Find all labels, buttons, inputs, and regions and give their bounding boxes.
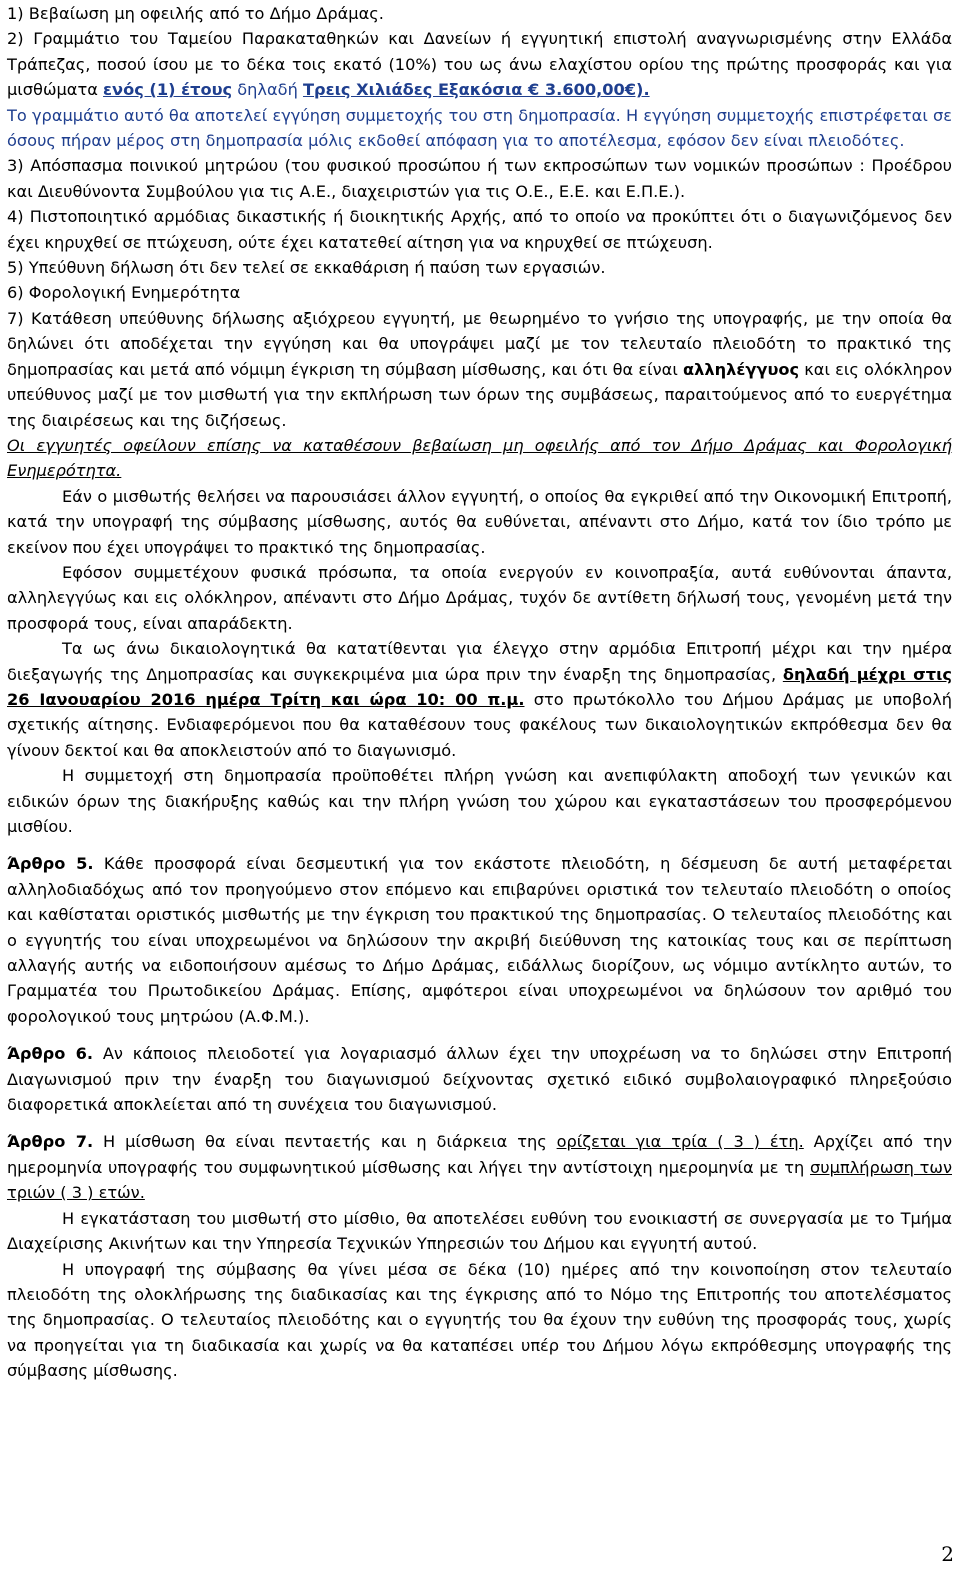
lease-end-underlined: συμπλήρωση των τριών ( 3 ) ετών. [7, 1157, 952, 1203]
duration-emphasis: ενός (1) έτους [103, 80, 233, 100]
article-7-heading: Άρθρο 7. [7, 1132, 94, 1152]
item-5: 5) Υπεύθυνη δήλωση ότι δεν τελεί σε εκκαθάριση ή παύση των εργασιών. [7, 258, 606, 278]
item-2-guarantee-note: Το γραμμάτιο αυτό θα αποτελεί εγγύηση συμμετοχής του στη δημοπρασία. Η εγγύηση συμμετοχής επιστρέφεται σε όσους πήραν μέρος στη δημοπρασία μόλις εκδοθεί απόφαση για το αποτέλεσμα, εφόσον δεν είναι πλειοδότες. [7, 105, 952, 151]
article-6-heading: Άρθρο 6. [7, 1044, 94, 1064]
joint-venture-paragraph: Εφόσον συμμετέχουν φυσικά πρόσωπα, τα οποία ενεργούν εν κοινοπραξία, αυτά ευθύνονται άπαντα, αλληλεγγύως και εις ολόκληρον, απέναντι στο Δήμο Δράμας, τυχόν δε αντίθετη δήλωσή τους, γενομένη μετά την προσφορά τους, είναι απαράδεκτη. [7, 562, 952, 633]
item-4: 4) Πιστοποιητικό αρμόδιας δικαστικής ή διοικητικής Αρχής, από το οποίο να προκύπτει ότι ο διαγωνιζόμενος δεν έχει κηρυχθεί σε πτώχευση, ούτε έχει κατατεθεί αίτηση για να κηρυχθεί σε πτώχευση. [7, 207, 952, 252]
joint-liability-term: αλληλέγγυος [683, 359, 800, 379]
amount-emphasis: Τρεις Χιλιάδες Εξακόσια € 3.600,00€). [302, 80, 650, 100]
item-6: 6) Φορολογική Ενημερότητα [7, 283, 241, 303]
alternate-guarantor-paragraph: Εάν ο μισθωτής θελήσει να παρουσιάσει άλλον εγγυητή, ο οποίος θα εγκριθεί από την Οικονομική Επιτροπή, κατά την υπογραφή της σύμβασης μίσθωσης, αυτός θα ευθύνεται, απέναντι στο Δήμο, κατά τον ίδιο τρόπο με εκείνον που έχει υπογράψει το πρακτικό της δημοπρασίας. [7, 486, 952, 557]
deadline-date: δηλαδή μέχρι στις 26 Ιανουαρίου 2016 ημέρα Τρίτη και ώρα 10: 00 π.μ. [7, 664, 952, 709]
article-7: Άρθρο 7. Η μίσθωση θα είναι πενταετής και η διάρκεια της ορίζεται για τρία ( 3 ) έτη. Αρχίζει από την ημερομηνία υπογραφής του συμφωνητικού μίσθωσης και λήγει την αντίστοιχη ημερομηνία με τη συμπλήρωση των τριών ( 3 ) ετών. [7, 1132, 953, 1203]
article-7-signing: Η υπογραφή της σύμβασης θα γίνει μέσα σε δέκα (10) ημέρες από την κοινοποίηση στον τελευταίο πλειοδότη της ολοκλήρωσης της διαδικασίας και της έγκρισης από το Νόμο της Επιτροπής του αποτελέσματος της δημοπρασίας. Ο τελευταίος πλειοδότης και ο εγγυητής του θα έχουν την ευθύνη της προσφοράς τους, χωρίς να προηγείται για τη διαδικασία και χωρίς να θα καταπέσει υπέρ του Δήμου λόγω εκπρόθεσμης υπογραφής της σύμβασης μίσθωσης. [7, 1259, 952, 1381]
acceptance-terms-paragraph: Η συμμετοχή στη δημοπρασία προϋποθέτει πλήρη γνώση και ανεπιφύλακτη αποδοχή των γενικών και ειδικών όρων της διακήρυξης καθώς και την πλήρη γνώση του χώρου και εγκαταστάσεων του προσφερόμενου μισθίου. [7, 766, 952, 836]
page-number: 2 [941, 1541, 954, 1566]
article-5-heading: Άρθρο 5. [7, 854, 94, 874]
submission-deadline-paragraph: Τα ως άνω δικαιολογητικά θα κατατίθενται για έλεγχο στην αρμόδια Επιτροπή μέχρι και την ημέρα διεξαγωγής της Δημοπρασίας και συγκεκριμένα μια ώρα πριν την έναρξη της δημοπρασίας, δηλαδή μέχρι στις 26 Ιανουαρίου 2016 ημέρα Τρίτη και ώρα 10: 00 π.μ. στο πρωτόκολλο του Δήμου Δράμας με υποβολή σχετικής αίτησης. Ενδιαφερόμενοι που θα καταθέσουν τους φακέλους των δικαιολογητικών εκπρόθεσμα δεν θα γίνουν δεκτοί και θα αποκλειστούν από το διαγωνισμό. [7, 639, 952, 760]
article-5: Άρθρο 5. Κάθε προσφορά είναι δεσμευτική για τον εκάστοτε πλειοδότη, η δέσμευση δε αυτή μεταφέρεται αλληλοδιαδόχως από τον προηγούμενο στον επόμενο και επιβαρύνει οριστικά τον τελευταίο πλειοδότη ο οποίος και καθίσταται οριστικός μισθωτής με την έγκριση του πρακτικού της δημοπρασίας. Ο τελευταίος πλειοδότης και ο εγγυητής του είναι υποχρεωμένοι να δηλώσουν την ακριβή διεύθυνση της κατοικίας τους και σε περίπτωση αλλαγής αυτής να ειδοποιήσουν αμέσως το Δήμο Δράμας, ειδάλλως διορίζουν, ως νόμιμο αντίκλητο αυτών, το Γραμματέα του Πρωτοδικείου Δράμας. Επίσης, αμφότεροι είναι υποχρεωμένοι να δηλώσουν τον αριθμό του φορολογικού τους μητρώου (Α.Φ.Μ.). [7, 854, 953, 1026]
lease-term-underlined: ορίζεται για τρία ( 3 ) έτη. [556, 1132, 804, 1152]
item-1: 1) Βεβαίωση μη οφειλής από το Δήμο Δράμας. [7, 4, 384, 23]
guarantors-note: Οι εγγυητές οφείλουν επίσης να καταθέσουν βεβαίωση μη οφειλής από τον Δήμο Δράμας και Φορολογική Ενημερότητα. [7, 435, 952, 481]
item-3: 3) Απόσπασμα ποινικού μητρώου (του φυσικού προσώπου ή των εκπροσώπων των νομικών προσώπων : Προέδρου και Διευθύνοντα Συμβούλου για τις Α.Ε., διαχειριστών για τις Ο.Ε., Ε.Ε. και Ε.Π.Ε.). [7, 156, 952, 201]
article-7-installation: Η εγκατάσταση του μισθωτή στο μίσθιο, θα αποτελέσει ευθύνη του ενοικιαστή σε συνεργασία με το Τμήμα Διαχείρισης Ακινήτων και την Υπηρεσία Τεχνικών Υπηρεσιών του Δήμου και εγγυητή αυτού. [7, 1208, 952, 1254]
item-2: 2) Γραμμάτιο του Ταμείου Παρακαταθηκών και Δανείων ή εγγυητική επιστολή αναγνωρισμένης στην Ελλάδα Τράπεζας, ποσού ίσου με το δέκα τοις εκατό (10%) του ως άνω ελαχίστου ορίου της πρώτης προσφοράς και για μισθώματα ενός (1) έτους δηλαδή Τρεις Χιλιάδες Εξακόσια € 3.600,00€). [7, 29, 952, 100]
item-7: 7) Κατάθεση υπεύθυνης δήλωσης αξιόχρεου εγγυητή, με θεωρημένο το γνήσιο της υπογραφής, με την οποία θα δηλώνει ότι αποδέχεται την εγγύηση και θα υπογράψει μαζί με τον τελευταίο πλειοδότη το πρακτικό της δημοπρασίας και μετά από νόμιμη έγκριση τη σύμβαση μίσθωσης, και ότι θα είναι αλληλέγγυος και εις ολόκληρον υπεύθυνος μαζί με τον μισθωτή για την εκπλήρωση των όρων της συμβάσεως, παραιτούμενος από το ευεργέτημα της διαιρέσεως και της διζήσεως. [7, 308, 953, 430]
article-6: Άρθρο 6. Αν κάποιος πλειοδοτεί για λογαριασμό άλλων έχει την υποχρέωση να το δηλώσει στην Επιτροπή Διαγωνισμού πριν την έναρξη του διαγωνισμού δείχνοντας σχετικό ειδικό συμβολαιογραφικό πληρεξούσιο διαφορετικά αποκλείεται από τη συνέχεια του διαγωνισμού. [7, 1044, 952, 1115]
